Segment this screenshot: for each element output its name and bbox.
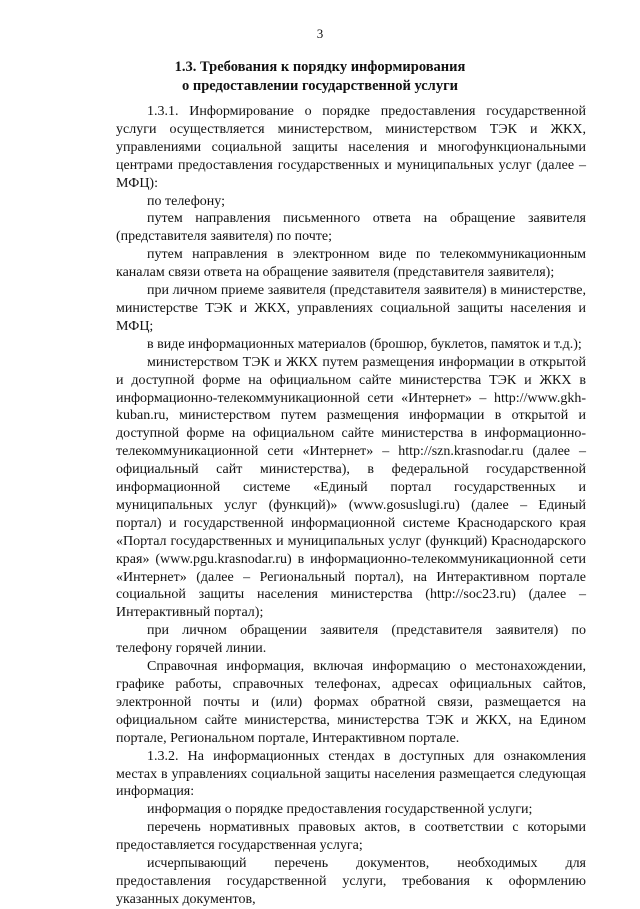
list-item-personal-reception: при личном приеме заявителя (представителя заявителя) в министерстве, министерстве ТЭК и ЖКХ, управлениях социальной защиты населения и МФЦ; [116, 283, 586, 334]
list-item-hotline: при личном обращении заявителя (представителя заявителя) по телефону горячей линии. [116, 623, 586, 657]
section-title-line-1: 1.3. Требования к порядку информирования [174, 59, 466, 75]
paragraph-reference-info: Справочная информация, включая информацию о местонахождении, графике работы, справочных телефонах, адресах официальных сайтов, электронной почты и (или) формах обратной связи, размещается на официальном сайте министерства, министерства ТЭК и ЖКХ, на Едином портале, Региональном портале, Интерактивном портале. [116, 659, 586, 746]
list-item-legal-acts: перечень нормативных правовых актов, в соответствии с которыми предоставляется государственная услуга; [116, 820, 586, 854]
section-title-line-2: о предоставлении государственной услуги [181, 78, 459, 94]
list-item-procedure-info: информация о порядке предоставления государственной услуги; [147, 802, 533, 818]
document-body [116, 103, 586, 909]
list-item-phone: по телефону; [147, 193, 225, 209]
list-item-websites: министерством ТЭК и ЖКХ путем размещения информации в открытой и доступной форме на официальном сайте министерства ТЭК и ЖКХ в информационно-телекоммуникационной сети «Интернет» – http://www.gkh-kuban.ru, министерством путем размещения информации в открытой и доступной форме на официальном сайте министерства в информационно-телекоммуникационной сети «Интернет» – http://szn.krasnodar.ru (далее – официальный сайт министерства), в федеральной государственной информационной системе «Единый портал государственных и муниципальных услуг (функций)» (www.gosuslugi.ru) (далее – Единый портал) и государственной информационной системе Краснодарского края «Портал государственных и муниципальных услуг (функций) Краснодарского края» (www.pgu.krasnodar.ru) в информационно-телекоммуникационной сети «Интернет» (далее – Региональный портал), на Интерактивном портале социальной защиты населения министерства (http://soc23.ru) (далее – Интерактивный портал); [116, 354, 586, 621]
list-item-info-materials: в виде информационных материалов (брошюр, буклетов, памяток и т.д.); [147, 336, 582, 352]
list-item-electronic: путем направления в электронном виде по телекоммуникационным каналам связи ответа на обращение заявителя (представителя заявителя); [116, 247, 586, 281]
list-item-post: путем направления письменного ответа на обращение заявителя (представителя заявителя) по почте; [116, 211, 586, 245]
page-number: 3 [316, 26, 324, 41]
list-item-documents: исчерпывающий перечень документов, необходимых для предоставления государственной услуги, требования к оформлению указанных документов, [116, 856, 586, 907]
paragraph-1-3-1: 1.3.1. Информирование о порядке предоставления государственной услуги осуществляется министерством, министерством ТЭК и ЖКХ, управлениями социальной защиты населения и многофункциональными центрами предоставления государственных и муниципальных услуг (далее – МФЦ): [116, 104, 586, 191]
paragraph-1-3-2: 1.3.2. На информационных стендах в доступных для ознакомления местах в управлениях социальной защиты населения размещается следующая информация: [116, 748, 586, 800]
section-title [60, 58, 580, 96]
